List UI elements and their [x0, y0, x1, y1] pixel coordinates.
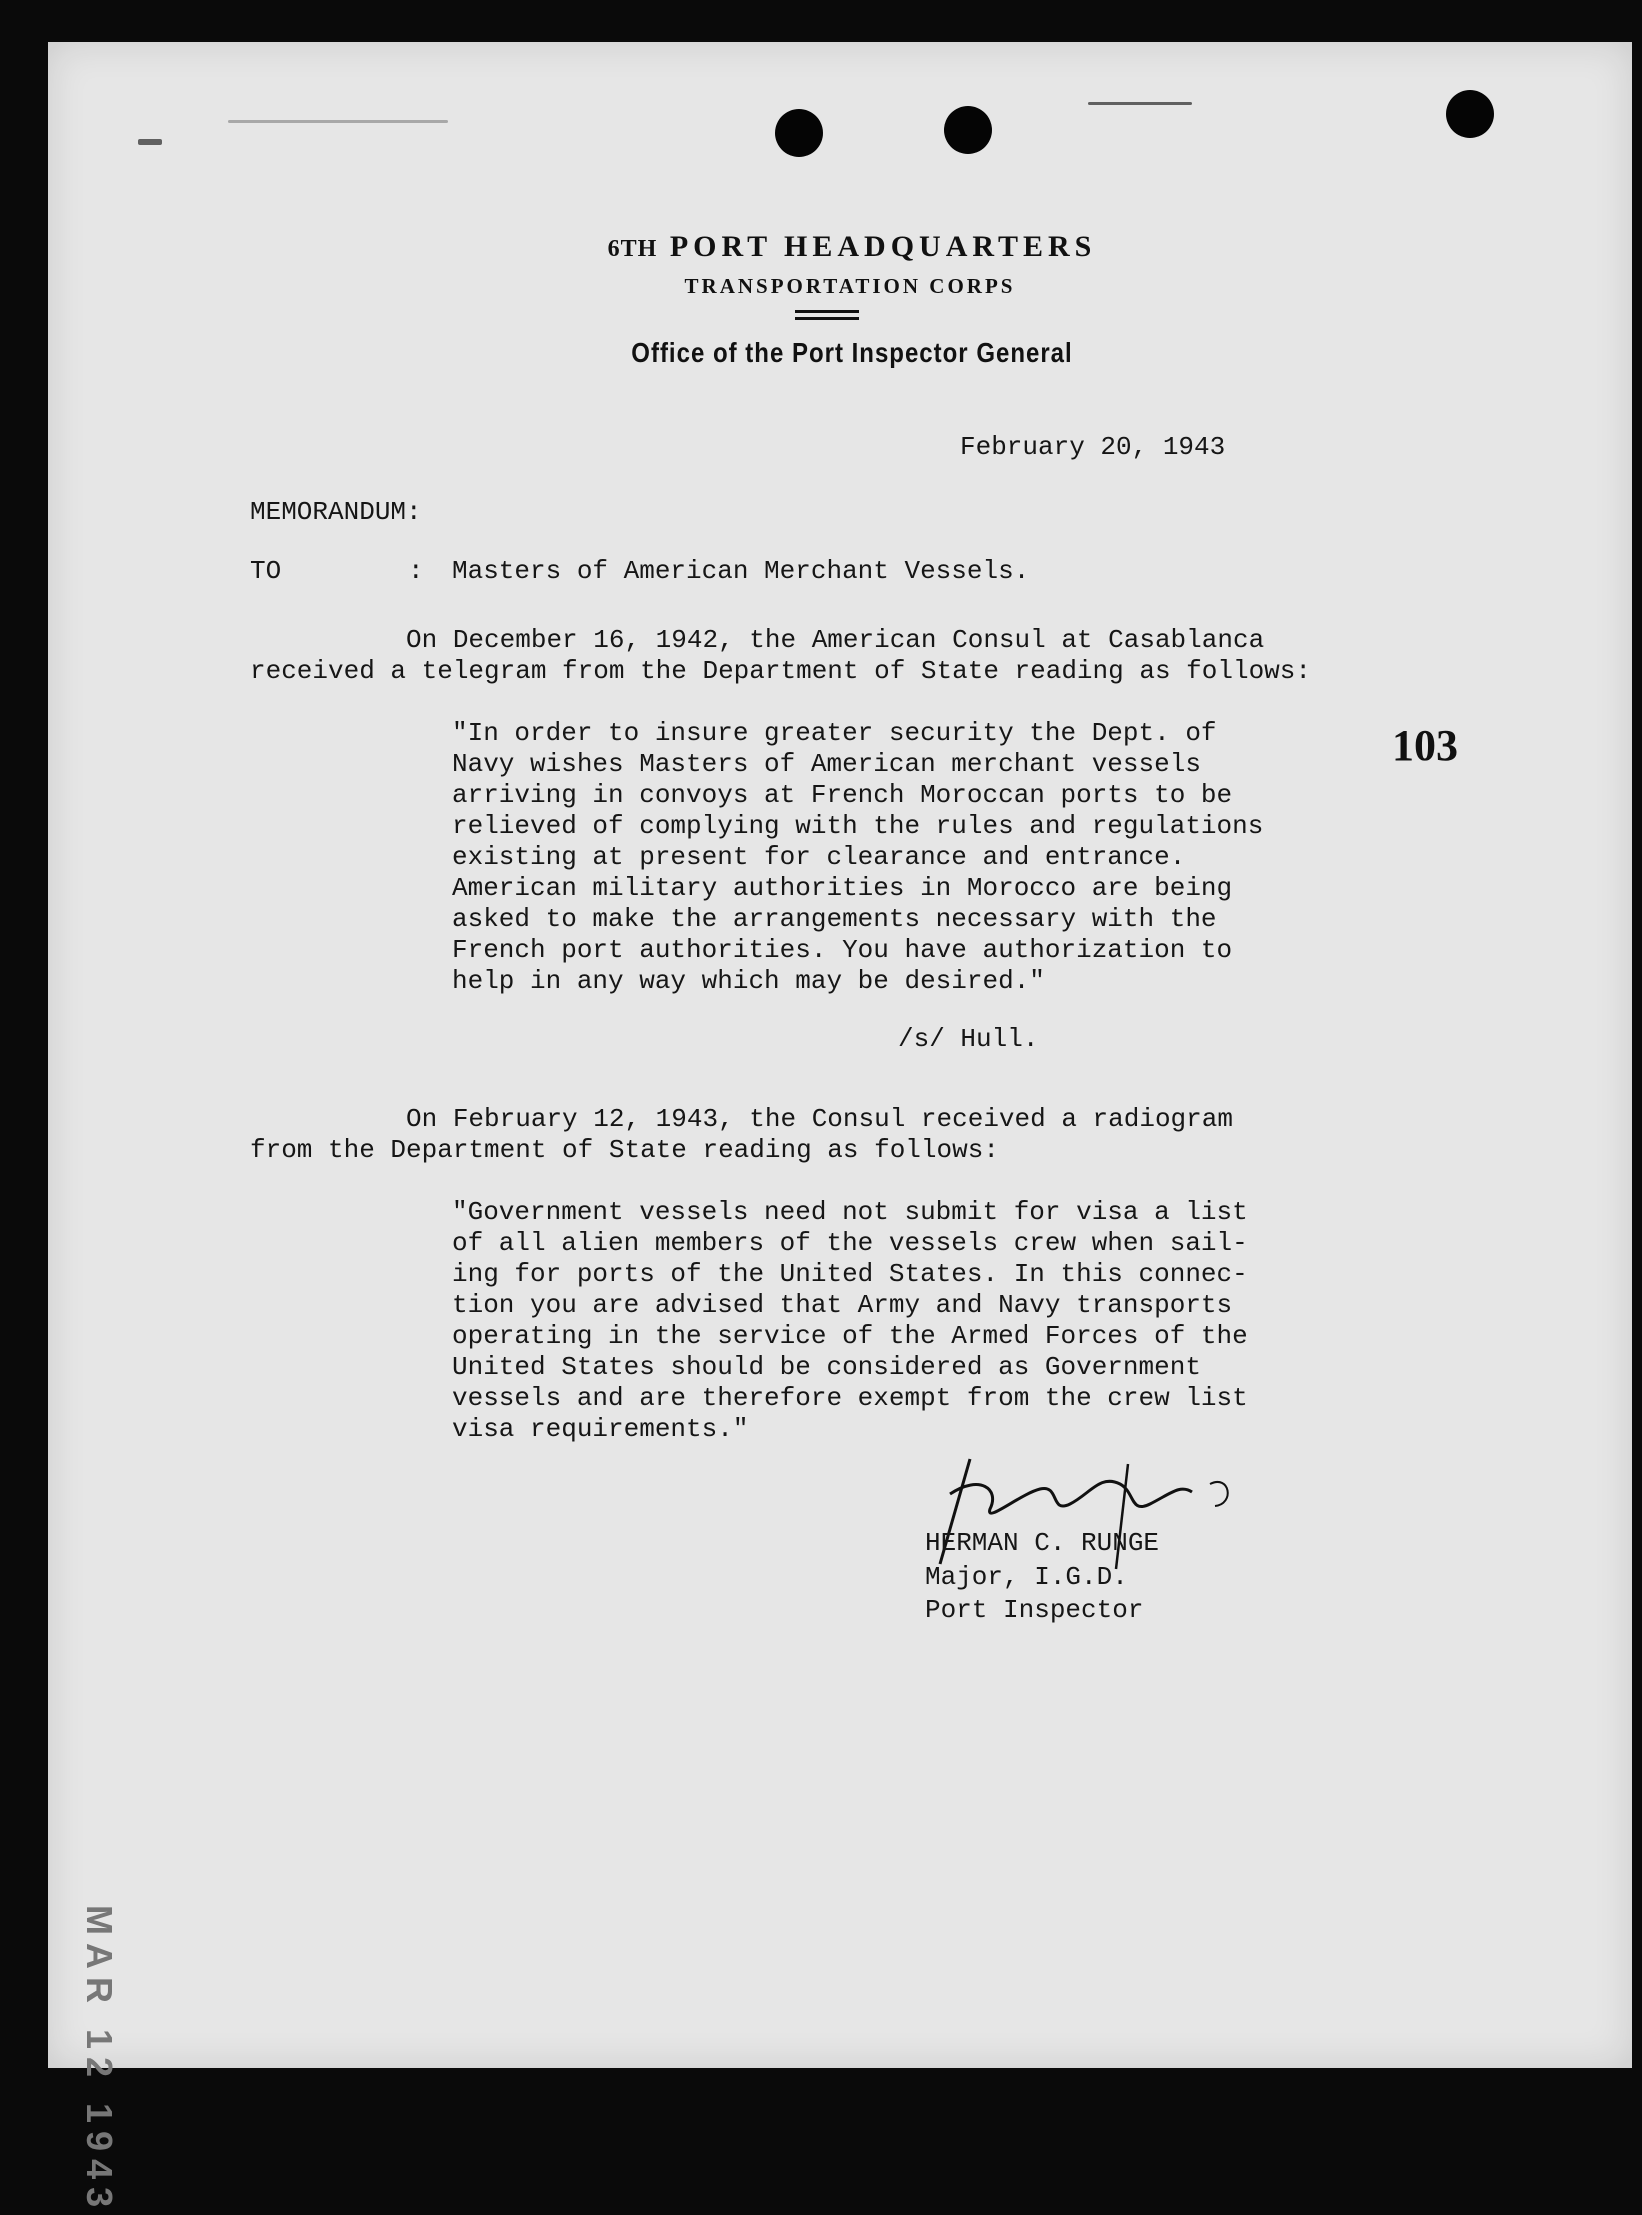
text-line: from the Department of State reading as follows: [250, 1135, 999, 1165]
telegram-quote [452, 718, 1263, 997]
letterhead-line-3: Office of the Port Inspector General [631, 337, 1073, 369]
to-recipients: Masters of American Merchant Vessels. [452, 556, 1030, 586]
paragraph-1 [250, 625, 1311, 687]
letterhead-rule [795, 310, 859, 313]
signer-rank: Major, I.G.D. [925, 1562, 1128, 1592]
radiogram-quote [452, 1197, 1248, 1445]
text-line: American military authorities in Morocco are being [452, 873, 1233, 903]
text-line: Navy wishes Masters of American merchant vessels [452, 749, 1201, 779]
text-line: asked to make the arrangements necessary with the [452, 904, 1217, 934]
signer-title: Port Inspector [925, 1595, 1144, 1625]
ink-smudge [228, 120, 448, 123]
text-line: arriving in convoys at French Moroccan ports to be [452, 780, 1233, 810]
punch-hole-2 [944, 106, 992, 154]
to-label: TO [250, 556, 282, 586]
text-line: tion you are advised that Army and Navy transports [452, 1290, 1233, 1320]
letterhead-prefix: 6TH [607, 236, 658, 262]
text-line: "In order to insure greater security the Dept. of [452, 718, 1217, 748]
text-line: help in any way which may be desired." [452, 966, 1045, 996]
paragraph-2 [250, 1104, 1233, 1166]
to-separator: : [408, 556, 424, 586]
letterhead-line-1 [60, 230, 1642, 264]
text-line: vessels and are therefore exempt from the crew list [452, 1383, 1248, 1413]
text-line: French port authorities. You have authorization to [452, 935, 1233, 965]
punch-hole-3 [1446, 90, 1494, 138]
punch-hole-1 [775, 109, 823, 157]
memo-date: February 20, 1943 [960, 432, 1226, 462]
text-line: United States should be considered as Government [452, 1352, 1201, 1382]
signer-name: HERMAN C. RUNGE [925, 1528, 1160, 1558]
text-line: received a telegram from the Department of State reading as follows: [250, 656, 1311, 686]
document-page [48, 42, 1632, 2068]
text-line: existing at present for clearance and entrance. [452, 842, 1186, 872]
text-line: operating in the service of the Armed Forces of the [452, 1321, 1248, 1351]
received-date-stamp: MAR 12 1943 [79, 1905, 120, 2215]
letterhead-main: PORT HEADQUARTERS [669, 230, 1097, 263]
memo-label: MEMORANDUM: [250, 497, 422, 527]
ink-smudge [138, 139, 162, 145]
text-line: relieved of complying with the rules and regulations [452, 811, 1264, 841]
text-line: visa requirements." [452, 1414, 749, 1444]
page-number: 103 [1392, 721, 1458, 770]
text-line: On February 12, 1943, the Consul received a radiogram [250, 1104, 1233, 1134]
letterhead-line-2: TRANSPORTATION CORPS [684, 274, 1016, 298]
text-line: ing for ports of the United States. In this connec- [452, 1259, 1248, 1289]
text-line: of all alien members of the vessels crew when sail- [452, 1228, 1248, 1258]
letterhead-rule [795, 317, 859, 320]
text-line: "Government vessels need not submit for visa a list [452, 1197, 1248, 1227]
text-line: On December 16, 1942, the American Consul at Casablanca [250, 625, 1265, 655]
ink-smudge [1088, 102, 1192, 105]
telegram-signature: /s/ Hull. [898, 1024, 1039, 1054]
